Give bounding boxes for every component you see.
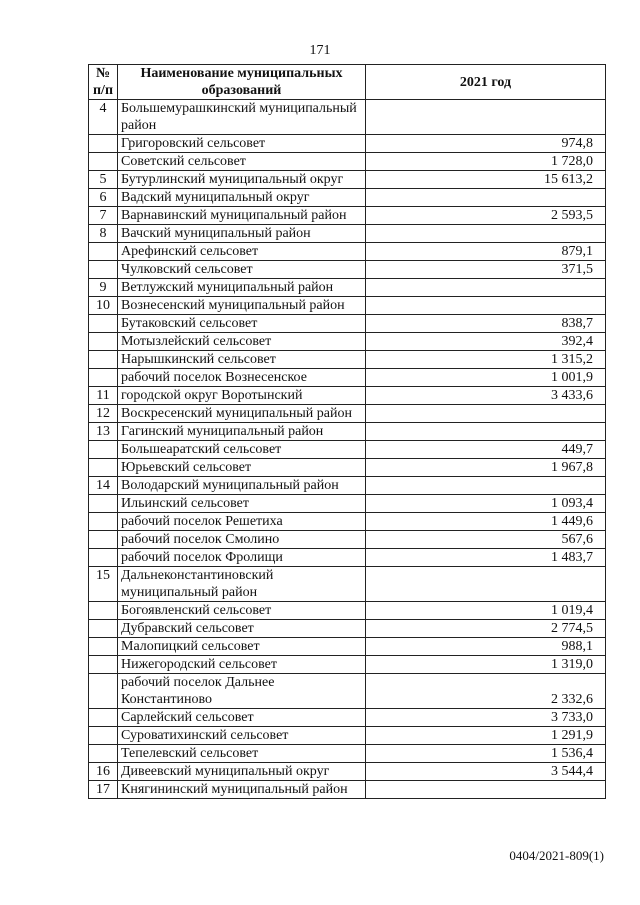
row-value (366, 189, 606, 207)
row-name: Ветлужский муниципальный район (118, 279, 366, 297)
row-number: 14 (89, 477, 118, 495)
row-name: рабочий поселок Решетиха (118, 513, 366, 531)
table-row (89, 153, 606, 171)
row-number: 9 (89, 279, 118, 297)
table-row (89, 225, 606, 243)
table-row (89, 189, 606, 207)
table-row (89, 171, 606, 189)
row-name: Юрьевский сельсовет (118, 459, 366, 477)
row-name: рабочий поселок Фролищи (118, 549, 366, 567)
row-name: Чулковский сельсовет (118, 261, 366, 279)
row-value: 879,1 (366, 243, 606, 261)
row-number: 17 (89, 781, 118, 799)
row-number (89, 369, 118, 387)
table-row (89, 727, 606, 745)
table-row (89, 207, 606, 225)
table-row (89, 387, 606, 405)
row-value (366, 781, 606, 799)
table-row (89, 477, 606, 495)
row-name: Богоявленский сельсовет (118, 602, 366, 620)
row-value: 1 483,7 (366, 549, 606, 567)
table-row (89, 243, 606, 261)
table-row (89, 423, 606, 441)
row-name: Дальнеконстантиновский муниципальный район (118, 567, 366, 602)
table-row (89, 351, 606, 369)
table-row (89, 620, 606, 638)
row-number: 12 (89, 405, 118, 423)
row-name: Вачский муниципальный район (118, 225, 366, 243)
row-number (89, 495, 118, 513)
row-value: 1 291,9 (366, 727, 606, 745)
row-value (366, 405, 606, 423)
row-number (89, 243, 118, 261)
row-number: 8 (89, 225, 118, 243)
table-row (89, 495, 606, 513)
table-row (89, 745, 606, 763)
row-number (89, 315, 118, 333)
row-value: 1 449,6 (366, 513, 606, 531)
row-number (89, 727, 118, 745)
row-name: Володарский муниципальный район (118, 477, 366, 495)
row-number: 11 (89, 387, 118, 405)
row-name: Арефинский сельсовет (118, 243, 366, 261)
row-value (366, 225, 606, 243)
row-number (89, 656, 118, 674)
row-value: 1 315,2 (366, 351, 606, 369)
row-number: 15 (89, 567, 118, 602)
row-value: 1 967,8 (366, 459, 606, 477)
row-value: 974,8 (366, 135, 606, 153)
row-name: Тепелевский сельсовет (118, 745, 366, 763)
row-number (89, 709, 118, 727)
row-number (89, 674, 118, 709)
row-number (89, 153, 118, 171)
row-value: 449,7 (366, 441, 606, 459)
row-value: 1 001,9 (366, 369, 606, 387)
table-row (89, 531, 606, 549)
row-value: 3 733,0 (366, 709, 606, 727)
row-value: 988,1 (366, 638, 606, 656)
row-number (89, 261, 118, 279)
row-number (89, 351, 118, 369)
row-number (89, 602, 118, 620)
row-name: Бутаковский сельсовет (118, 315, 366, 333)
table-row (89, 405, 606, 423)
table-body (89, 100, 606, 799)
row-value: 1 093,4 (366, 495, 606, 513)
row-value: 1 536,4 (366, 745, 606, 763)
page-number: 171 (309, 43, 331, 58)
row-value (366, 423, 606, 441)
row-number (89, 135, 118, 153)
row-number (89, 513, 118, 531)
row-name: Варнавинский муниципальный район (118, 207, 366, 225)
row-number: 13 (89, 423, 118, 441)
row-name: Вознесенский муниципальный район (118, 297, 366, 315)
row-number (89, 549, 118, 567)
row-name: Ильинский сельсовет (118, 495, 366, 513)
row-value: 371,5 (366, 261, 606, 279)
row-name: Дубравский сельсовет (118, 620, 366, 638)
row-value: 3 433,6 (366, 387, 606, 405)
row-name: Вадский муниципальный округ (118, 189, 366, 207)
table-row (89, 709, 606, 727)
row-number: 5 (89, 171, 118, 189)
table-row (89, 513, 606, 531)
table-row (89, 602, 606, 620)
row-value (366, 100, 606, 135)
row-number: 16 (89, 763, 118, 781)
row-name: Григоровский сельсовет (118, 135, 366, 153)
table-row (89, 638, 606, 656)
row-value: 2 593,5 (366, 207, 606, 225)
table-row (89, 674, 606, 709)
row-name: Большеаратский сельсовет (118, 441, 366, 459)
row-number (89, 333, 118, 351)
row-value: 838,7 (366, 315, 606, 333)
table-row (89, 297, 606, 315)
row-value: 2 332,6 (366, 674, 606, 709)
row-name: Дивеевский муниципальный округ (118, 763, 366, 781)
row-name: Мотызлейский сельсовет (118, 333, 366, 351)
table-row (89, 459, 606, 477)
row-name: Малопицкий сельсовет (118, 638, 366, 656)
header-value: 2021 год (366, 65, 606, 100)
table-row (89, 763, 606, 781)
table-row (89, 567, 606, 602)
table-row (89, 100, 606, 135)
row-name: Княгининский муниципальный район (118, 781, 366, 799)
table-row (89, 656, 606, 674)
table-row (89, 781, 606, 799)
row-number (89, 531, 118, 549)
row-value (366, 477, 606, 495)
table-row (89, 279, 606, 297)
table-row (89, 369, 606, 387)
row-name: Советский сельсовет (118, 153, 366, 171)
row-number (89, 459, 118, 477)
table-row (89, 549, 606, 567)
header-num: № п/п (89, 65, 118, 100)
table-row (89, 315, 606, 333)
row-value (366, 297, 606, 315)
row-name: рабочий поселок Вознесенское (118, 369, 366, 387)
row-name: рабочий поселок Смолино (118, 531, 366, 549)
row-name: Сарлейский сельсовет (118, 709, 366, 727)
row-number (89, 638, 118, 656)
table-row (89, 333, 606, 351)
row-name: Нарышкинский сельсовет (118, 351, 366, 369)
row-value: 567,6 (366, 531, 606, 549)
row-name: рабочий поселок Дальнее Константиново (118, 674, 366, 709)
document-code: 0404/2021-809(1) (509, 848, 604, 863)
header-name: Наименование муниципальных образований (118, 65, 366, 100)
row-name: Нижегородский сельсовет (118, 656, 366, 674)
row-value: 1 728,0 (366, 153, 606, 171)
table-row (89, 135, 606, 153)
municipal-table (88, 64, 606, 799)
row-value (366, 567, 606, 602)
row-name: Большемурашкинский муниципальный район (118, 100, 366, 135)
row-value: 3 544,4 (366, 763, 606, 781)
row-name: Бутурлинский муниципальный округ (118, 171, 366, 189)
row-value: 1 319,0 (366, 656, 606, 674)
row-name: Воскресенский муниципальный район (118, 405, 366, 423)
row-number (89, 745, 118, 763)
table-row (89, 441, 606, 459)
table-row (89, 261, 606, 279)
table-header-row (89, 65, 606, 100)
row-number: 6 (89, 189, 118, 207)
row-number: 10 (89, 297, 118, 315)
row-number: 4 (89, 100, 118, 135)
row-number (89, 620, 118, 638)
row-value (366, 279, 606, 297)
row-name: городской округ Воротынский (118, 387, 366, 405)
row-value: 15 613,2 (366, 171, 606, 189)
row-value: 1 019,4 (366, 602, 606, 620)
row-number (89, 441, 118, 459)
row-name: Суроватихинский сельсовет (118, 727, 366, 745)
row-name: Гагинский муниципальный район (118, 423, 366, 441)
row-number: 7 (89, 207, 118, 225)
row-value: 392,4 (366, 333, 606, 351)
row-value: 2 774,5 (366, 620, 606, 638)
